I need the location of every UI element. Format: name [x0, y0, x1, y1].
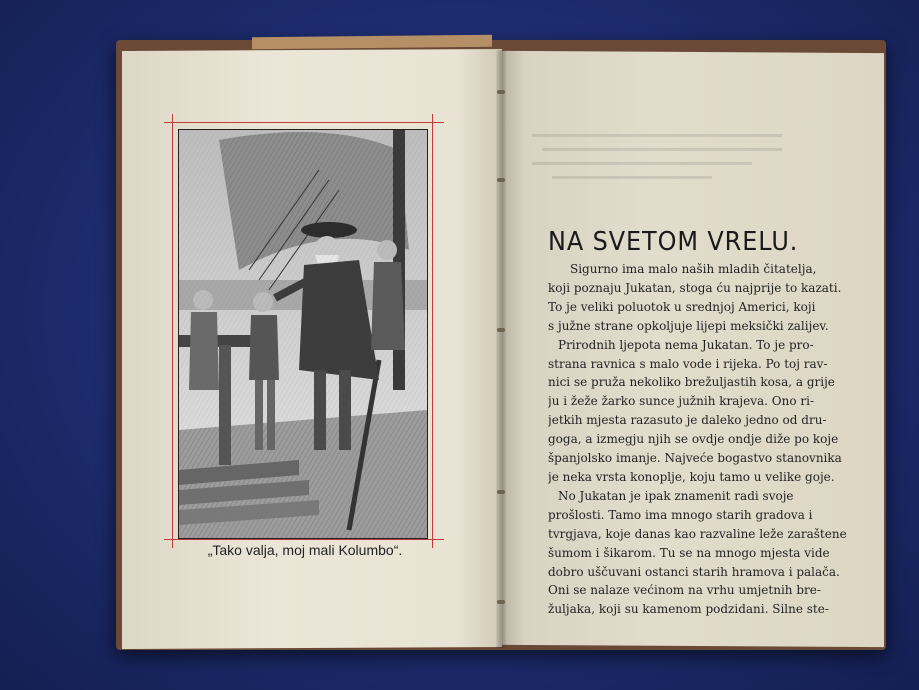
text-line: To je veliki poluotok u srednjoj Americi, koji — [548, 299, 816, 314]
text-line: nici se pruža nekoliko brežuljastih kosa, a grije — [548, 375, 835, 390]
text-line: jetkih mjesta razasuto je daleko jedno od dru- — [548, 413, 827, 428]
text-line: Sigurno ima malo naših mladih čitatelja, — [570, 262, 817, 276]
text-line: ju i žeže žarko sunce južnih krajeva. Ono ri- — [548, 394, 815, 409]
text-line: tvrgjava, koje danas kao razvaline leže zaraštene — [548, 526, 847, 541]
binding-stitch — [497, 600, 505, 604]
text-line: prošlosti. Tamo ima mnogo starih gradova i — [548, 507, 813, 522]
chapter-text — [548, 260, 854, 619]
illustration-caption: „Tako valja, moj mali Kolumbo“. — [207, 542, 403, 558]
binding-stitch — [497, 90, 505, 94]
text-line: Prirodnih ljepota nema Jukatan. To je pro- — [558, 337, 814, 352]
bleed-through-text — [532, 126, 792, 186]
frame-line — [172, 114, 173, 548]
book-spine-edge — [252, 35, 492, 50]
open-book — [112, 36, 892, 654]
text-line: s južne strane opkoljuje lijepi meksički zalijev. — [548, 318, 829, 333]
chapter-title: NA SVETOM VRELU. — [548, 227, 799, 257]
frame-line — [432, 114, 433, 548]
binding-stitch — [497, 178, 505, 182]
text-line: šumom i šikarom. Tu se na mnogo mjesta vide — [548, 545, 830, 560]
text-line: No Jukatan je ipak znamenit radi svoje — [558, 488, 794, 503]
text-line: koji poznaju Jukatan, stoga ću najprije to kazati. — [548, 280, 842, 295]
text-line: španjolsko imanje. Najveće bogastvo stanovnika — [548, 451, 842, 466]
book-gutter — [496, 50, 506, 648]
text-line: goga, a izmegju njih se ovdje ondje diže po koje — [548, 432, 839, 447]
frame-line — [164, 539, 444, 540]
text-line: je neka vrsta konoplje, koju tamo u velike goje. — [548, 469, 835, 484]
binding-stitch — [497, 328, 505, 332]
text-line: Oni se nalaze većinom na vrhu umjetnih bre- — [548, 583, 821, 598]
binding-stitch — [497, 490, 505, 494]
ship-deck-illustration — [178, 129, 428, 539]
text-line: žuljaka, koji su kamenom podzidani. Silne ste- — [548, 602, 829, 617]
frame-line — [164, 122, 444, 123]
text-line: dobro uščuvani ostanci starih hramova i palača. — [548, 564, 840, 579]
text-line: strana ravnica s malo vode i rijeka. Po toj rav- — [548, 356, 828, 371]
